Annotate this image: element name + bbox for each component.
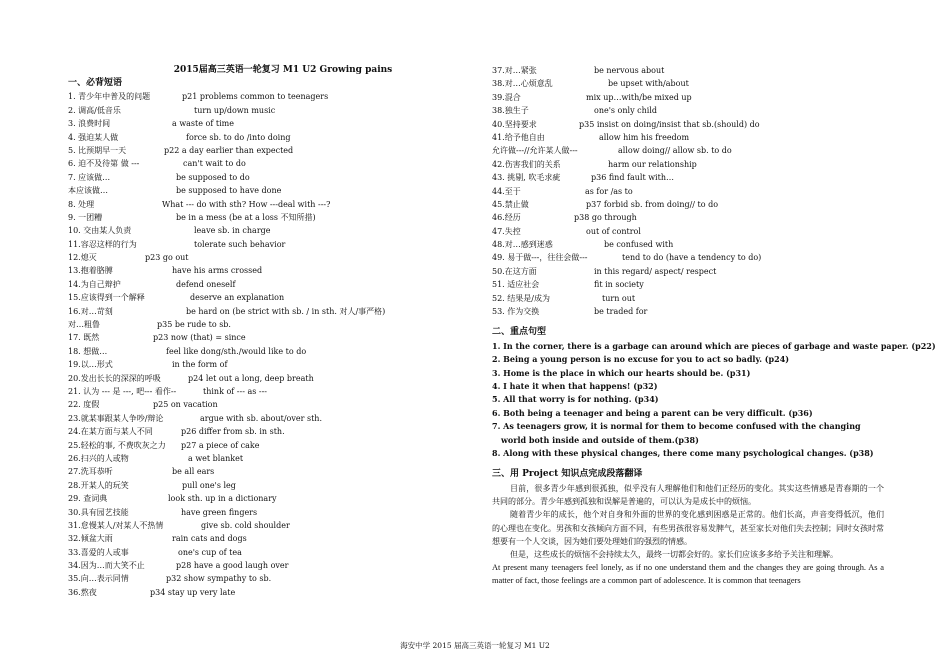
phrase-chinese: 37.对…紧张 bbox=[492, 66, 537, 75]
phrase-row bbox=[68, 117, 468, 130]
phrase-chinese: 36.熬夜 bbox=[68, 587, 97, 597]
phrase-english: be upset with/about bbox=[608, 79, 689, 89]
phrase-row bbox=[68, 519, 468, 532]
phrase-row bbox=[492, 211, 884, 224]
phrase-row bbox=[68, 479, 468, 492]
phrase-row bbox=[68, 198, 468, 211]
phrase-chinese: 17. 既然 bbox=[68, 333, 100, 343]
phrase-english: leave sb. in charge bbox=[194, 226, 271, 236]
phrase-english: p37 forbid sb. from doing// to do bbox=[586, 199, 719, 209]
phrase-row bbox=[492, 64, 884, 77]
phrase-row bbox=[68, 238, 468, 251]
phrase-row bbox=[68, 452, 468, 465]
phrase-chinese: 对…粗鲁 bbox=[68, 320, 100, 330]
phrase-chinese: 31.怠慢某人/对某人不热情 bbox=[68, 520, 164, 530]
phrase-english: What --- do with sth? How ---deal with ---? bbox=[162, 199, 331, 209]
phrase-chinese: 30.具有园艺技能 bbox=[68, 507, 129, 517]
phrase-row bbox=[492, 198, 884, 211]
key-sentence: 4. I hate it when that happens! (p32) bbox=[492, 381, 658, 392]
phrase-english: one's only child bbox=[594, 106, 658, 116]
phrase-english: be confused with bbox=[604, 240, 674, 250]
phrase-row bbox=[68, 546, 468, 559]
phrase-english: give sb. cold shoulder bbox=[201, 520, 290, 530]
phrase-chinese: 51. 适应社会 bbox=[492, 280, 540, 290]
phrase-english: a wet blanket bbox=[188, 453, 244, 463]
phrase-english: force sb. to do /into doing bbox=[186, 132, 291, 142]
paragraph-cn-3: 但是，这些成长的烦恼不会持续太久，最终一切都会好的。家长们应该多多给予关注和理解。 bbox=[510, 549, 838, 559]
key-sentence: 2. Being a young person is no excuse for you to act so badly. (p24) bbox=[492, 354, 790, 365]
phrase-english: have green fingers bbox=[181, 507, 258, 517]
key-sentence: 6. Both being a teenager and being a parent can be very difficult. (p36) bbox=[492, 407, 813, 418]
phrase-row bbox=[492, 278, 884, 291]
phrase-chinese: 47.失控 bbox=[492, 226, 521, 236]
phrase-english: in the form of bbox=[172, 360, 228, 370]
phrase-chinese: 9. 一团糟 bbox=[68, 212, 103, 222]
phrase-english: can't wait to do bbox=[183, 159, 246, 169]
phrase-english: be nervous about bbox=[594, 66, 665, 75]
phrase-chinese: 41.给予他自由 bbox=[492, 132, 545, 142]
phrase-chinese: 本应该做… bbox=[68, 186, 108, 196]
phrase-row bbox=[492, 171, 884, 184]
phrase-english: be in a mess (be at a loss 不知所措) bbox=[176, 212, 316, 222]
phrase-english: p28 have a good laugh over bbox=[176, 561, 289, 571]
phrase-chinese: 19.以…形式 bbox=[68, 360, 113, 370]
phrase-chinese: 48.对…感到迷惑 bbox=[492, 240, 553, 250]
paragraph-cn-2: 随着青少年的成长，他个对自身和外面的世界的变化感到困惑是正常的。他们长高，声音变得低沉，他们的心理也在变化。男孩和女孩倾向方面不同，有些男孩很容易发脾气，甚至家长对他们失去控制；同时女孩时常想要有一个人交谈，因为她们要处理她们的强烈的情感。 bbox=[492, 510, 884, 546]
phrase-english: rain cats and dogs bbox=[172, 534, 247, 544]
phrase-english: p26 differ from sb. in sth. bbox=[181, 427, 285, 437]
phrase-english: p36 find fault with… bbox=[591, 173, 674, 183]
phrase-chinese: 16.对…苛刻 bbox=[68, 306, 113, 316]
phrase-english: p24 let out a long, deep breath bbox=[188, 373, 314, 383]
paragraph-en: At present many teenagers feel lonely, as if no one understand them and the changes they are going through. As a matter of fact, those feelings are a common part of adolescence. It is common that teenagers bbox=[492, 563, 884, 586]
section2-heading: 二、重点句型 bbox=[492, 327, 547, 338]
phrase-english: be supposed to do bbox=[176, 172, 250, 182]
page-title: 2015届高三英语一轮复习 M1 U2 Growing pains bbox=[173, 65, 393, 75]
phrase-row bbox=[68, 318, 468, 331]
phrase-english: out of control bbox=[586, 226, 641, 236]
phrase-english: as for /as to bbox=[585, 186, 633, 196]
phrase-row bbox=[492, 118, 884, 131]
phrase-chinese: 3. 浪费时间 bbox=[68, 119, 111, 129]
phrase-english: pull one's leg bbox=[182, 480, 236, 490]
phrase-list-left bbox=[68, 90, 468, 599]
phrase-row bbox=[492, 225, 884, 238]
phrase-english: a waste of time bbox=[172, 119, 234, 129]
phrase-chinese: 25.轻松的事, 不费吹灰之力 bbox=[68, 440, 166, 450]
phrase-chinese: 6. 迫不及待第 做 --- bbox=[68, 159, 140, 169]
phrase-chinese: 26.扫兴的人或物 bbox=[68, 453, 129, 463]
phrase-english: tolerate such behavior bbox=[194, 239, 286, 249]
phrase-row bbox=[68, 131, 468, 144]
phrase-row bbox=[492, 77, 884, 90]
phrase-row bbox=[68, 171, 468, 184]
phrase-chinese: 18. 想做… bbox=[68, 346, 108, 356]
phrase-english: argue with sb. about/over sth. bbox=[200, 413, 322, 423]
phrase-english: allow him his freedom bbox=[599, 132, 690, 142]
phrase-english: p23 now (that) = since bbox=[153, 333, 246, 343]
phrase-chinese: 42.伤害我们的关系 bbox=[492, 159, 561, 169]
phrase-chinese: 1. 青少年中普及的问题 bbox=[68, 92, 151, 102]
phrase-english: one's cup of tea bbox=[178, 547, 242, 557]
phrase-chinese: 23.就某事跟某人争吵/辩论 bbox=[68, 413, 164, 423]
phrase-row bbox=[68, 331, 468, 344]
phrase-row bbox=[68, 224, 468, 237]
phrase-english: p23 go out bbox=[145, 253, 189, 263]
phrase-english: be supposed to have done bbox=[176, 186, 282, 196]
phrase-chinese: 34.因为…而大笑不止 bbox=[68, 561, 145, 571]
phrase-english: p35 insist on doing/insist that sb.(should) do bbox=[579, 119, 760, 129]
phrase-row bbox=[68, 184, 468, 197]
phrase-chinese: 21. 认为 --- 是 ---, 吧--- 看作-- bbox=[68, 387, 177, 396]
phrase-row bbox=[492, 292, 884, 305]
phrase-row bbox=[492, 185, 884, 198]
phrase-row bbox=[68, 104, 468, 117]
phrase-row bbox=[68, 211, 468, 224]
key-sentence: 5. All that worry is for nothing. (p34) bbox=[492, 394, 659, 405]
phrase-row bbox=[68, 559, 468, 572]
phrase-chinese: 28.开某人的玩笑 bbox=[68, 480, 129, 490]
phrase-row bbox=[492, 238, 884, 251]
phrase-row bbox=[492, 158, 884, 171]
phrase-row bbox=[68, 251, 468, 264]
phrase-row bbox=[68, 439, 468, 452]
phrase-row bbox=[68, 506, 468, 519]
phrase-chinese: 27.洗耳恭听 bbox=[68, 467, 113, 477]
section1-heading: 一、必背短语 bbox=[68, 78, 123, 88]
phrase-english: deserve an explanation bbox=[190, 293, 285, 303]
phrase-chinese: 50.在这方面 bbox=[492, 266, 537, 276]
phrase-chinese: 45.禁止做 bbox=[492, 199, 529, 209]
phrase-row bbox=[68, 398, 468, 411]
phrase-row bbox=[492, 305, 884, 318]
phrase-chinese: 40.坚持要求 bbox=[492, 119, 537, 129]
phrase-english: p22 a day earlier than expected bbox=[164, 145, 294, 155]
phrase-english: turn up/down music bbox=[194, 105, 276, 115]
key-sentence: 7. As teenagers grow, it is normal for them to become confused with the changing world both inside and outside of them.(p38) bbox=[492, 421, 861, 445]
section3-heading: 三、用 Project 知识点完成段落翻译 bbox=[492, 469, 643, 480]
phrase-chinese: 14.为自己辩护 bbox=[68, 279, 121, 289]
phrase-row bbox=[68, 144, 468, 157]
phrase-english: mix up…with/be mixed up bbox=[586, 92, 692, 102]
phrase-chinese: 7. 应该做… bbox=[68, 172, 111, 182]
phrase-english: harm our relationship bbox=[608, 159, 697, 169]
phrase-english: p25 on vacation bbox=[153, 400, 218, 410]
phrase-english: p35 be rude to sb. bbox=[157, 320, 231, 330]
phrase-chinese: 22. 度假 bbox=[68, 400, 100, 410]
phrase-english: turn out bbox=[602, 293, 636, 303]
phrase-chinese: 52. 结果是/成为 bbox=[492, 293, 550, 303]
phrase-english: p21 problems common to teenagers bbox=[182, 92, 329, 102]
sentence-list bbox=[492, 340, 936, 461]
phrase-chinese: 46.经历 bbox=[492, 213, 521, 223]
phrase-english: p34 stay up very late bbox=[150, 587, 236, 597]
phrase-chinese: 15.应该得到一个解释 bbox=[68, 293, 145, 303]
phrase-chinese: 35.向…表示同情 bbox=[68, 574, 129, 584]
phrase-english: defend oneself bbox=[176, 279, 236, 289]
phrase-row bbox=[68, 264, 468, 277]
phrase-row bbox=[68, 586, 468, 599]
phrase-chinese: 39.混合 bbox=[492, 92, 521, 102]
phrase-row bbox=[492, 144, 884, 157]
phrase-chinese: 20.发出长长的深深的呼吸 bbox=[68, 373, 161, 383]
phrase-english: fit in society bbox=[594, 280, 644, 290]
phrase-chinese: 29. 查词典 bbox=[68, 494, 108, 504]
phrase-chinese: 2. 调高/低音乐 bbox=[68, 105, 121, 115]
phrase-row bbox=[68, 572, 468, 585]
phrase-chinese: 允许做---//允许某人做--- bbox=[492, 146, 578, 156]
phrase-english: feel like dong/sth./would like to do bbox=[166, 346, 307, 356]
phrase-chinese: 53. 作为交换 bbox=[492, 307, 540, 317]
phrase-chinese: 43. 挑剔, 吹毛求疵 bbox=[492, 173, 561, 183]
phrase-chinese: 10. 交由某人负责 bbox=[68, 226, 132, 236]
phrase-chinese: 44.至于 bbox=[492, 186, 521, 196]
phrase-english: have his arms crossed bbox=[172, 266, 263, 276]
key-sentence: 3. Home is the place in which our hearts should be. (p31) bbox=[492, 367, 751, 378]
phrase-chinese: 38.对…心烦意乱 bbox=[492, 79, 553, 89]
phrase-english: look sth. up in a dictionary bbox=[168, 494, 277, 504]
page-footer: 海安中学 2015 届高三英语一轮复习 M1 U2 bbox=[400, 641, 550, 650]
phrase-chinese: 8. 处理 bbox=[68, 199, 95, 209]
phrase-row bbox=[68, 425, 468, 438]
phrase-chinese: 13.抱着胳膊 bbox=[68, 266, 113, 276]
phrase-row bbox=[68, 385, 468, 398]
phrase-row bbox=[68, 305, 468, 318]
phrase-row bbox=[68, 90, 468, 103]
phrase-english: be traded for bbox=[594, 307, 648, 317]
phrase-chinese: 24.在某方面与某人不同 bbox=[68, 427, 153, 437]
phrase-chinese: 49. 易于做---，往往会做--- bbox=[492, 253, 588, 263]
right-column bbox=[492, 64, 936, 588]
phrase-chinese: 38.独生子 bbox=[492, 106, 529, 116]
phrase-row bbox=[68, 412, 468, 425]
phrase-row bbox=[68, 492, 468, 505]
phrase-english: in this regard/ aspect/ respect bbox=[594, 266, 717, 276]
phrase-row bbox=[68, 157, 468, 170]
phrase-row bbox=[68, 291, 468, 304]
phrase-english: tend to do (have a tendency to do) bbox=[622, 253, 762, 263]
phrase-row bbox=[68, 532, 468, 545]
phrase-chinese: 11.容忍这样的行为 bbox=[68, 239, 137, 249]
left-column bbox=[68, 64, 468, 599]
phrase-row bbox=[68, 278, 468, 291]
paragraph-cn-1: 目前，很多青少年感到很孤独，似乎没有人理解他们和他们正经历的变化。其实这些情感是青春期的一个共同的部分。青少年感到孤独和误解是普遍的，可以认为是成长中的烦恼。 bbox=[492, 483, 884, 507]
phrase-row bbox=[492, 251, 884, 264]
phrase-english: think of --- as --- bbox=[203, 387, 267, 396]
phrase-row bbox=[68, 465, 468, 478]
phrase-chinese: 32.倾盆大雨 bbox=[68, 534, 113, 544]
phrase-row bbox=[68, 345, 468, 358]
phrase-english: p27 a piece of cake bbox=[181, 440, 260, 450]
phrase-chinese: 33.喜爱的人或事 bbox=[68, 547, 129, 557]
phrase-row bbox=[492, 91, 884, 104]
key-sentence: 8. Along with these physical changes, there come many psychological changes. (p38) bbox=[492, 448, 874, 459]
phrase-chinese: 12.熄灭 bbox=[68, 253, 97, 263]
phrase-row bbox=[492, 104, 884, 117]
phrase-english: p32 show sympathy to sb. bbox=[166, 574, 272, 584]
key-sentence: 1. In the corner, there is a garbage can around which are pieces of garbage and waste paper. (p22) bbox=[492, 340, 936, 351]
phrase-row bbox=[68, 358, 468, 371]
phrase-english: allow doing// allow sb. to do bbox=[618, 146, 732, 156]
phrase-english: p38 go through bbox=[574, 213, 637, 223]
phrase-row bbox=[492, 265, 884, 278]
phrase-english: be hard on (be strict with sb. / in sth. 对人/事严格) bbox=[186, 306, 386, 316]
phrase-row bbox=[492, 131, 884, 144]
phrase-row bbox=[68, 372, 468, 385]
phrase-chinese: 5. 比预期早一天 bbox=[68, 145, 127, 155]
phrase-chinese: 4. 强迫某人做 bbox=[68, 132, 119, 142]
phrase-list-right bbox=[492, 64, 884, 318]
phrase-english: be all ears bbox=[172, 467, 215, 477]
